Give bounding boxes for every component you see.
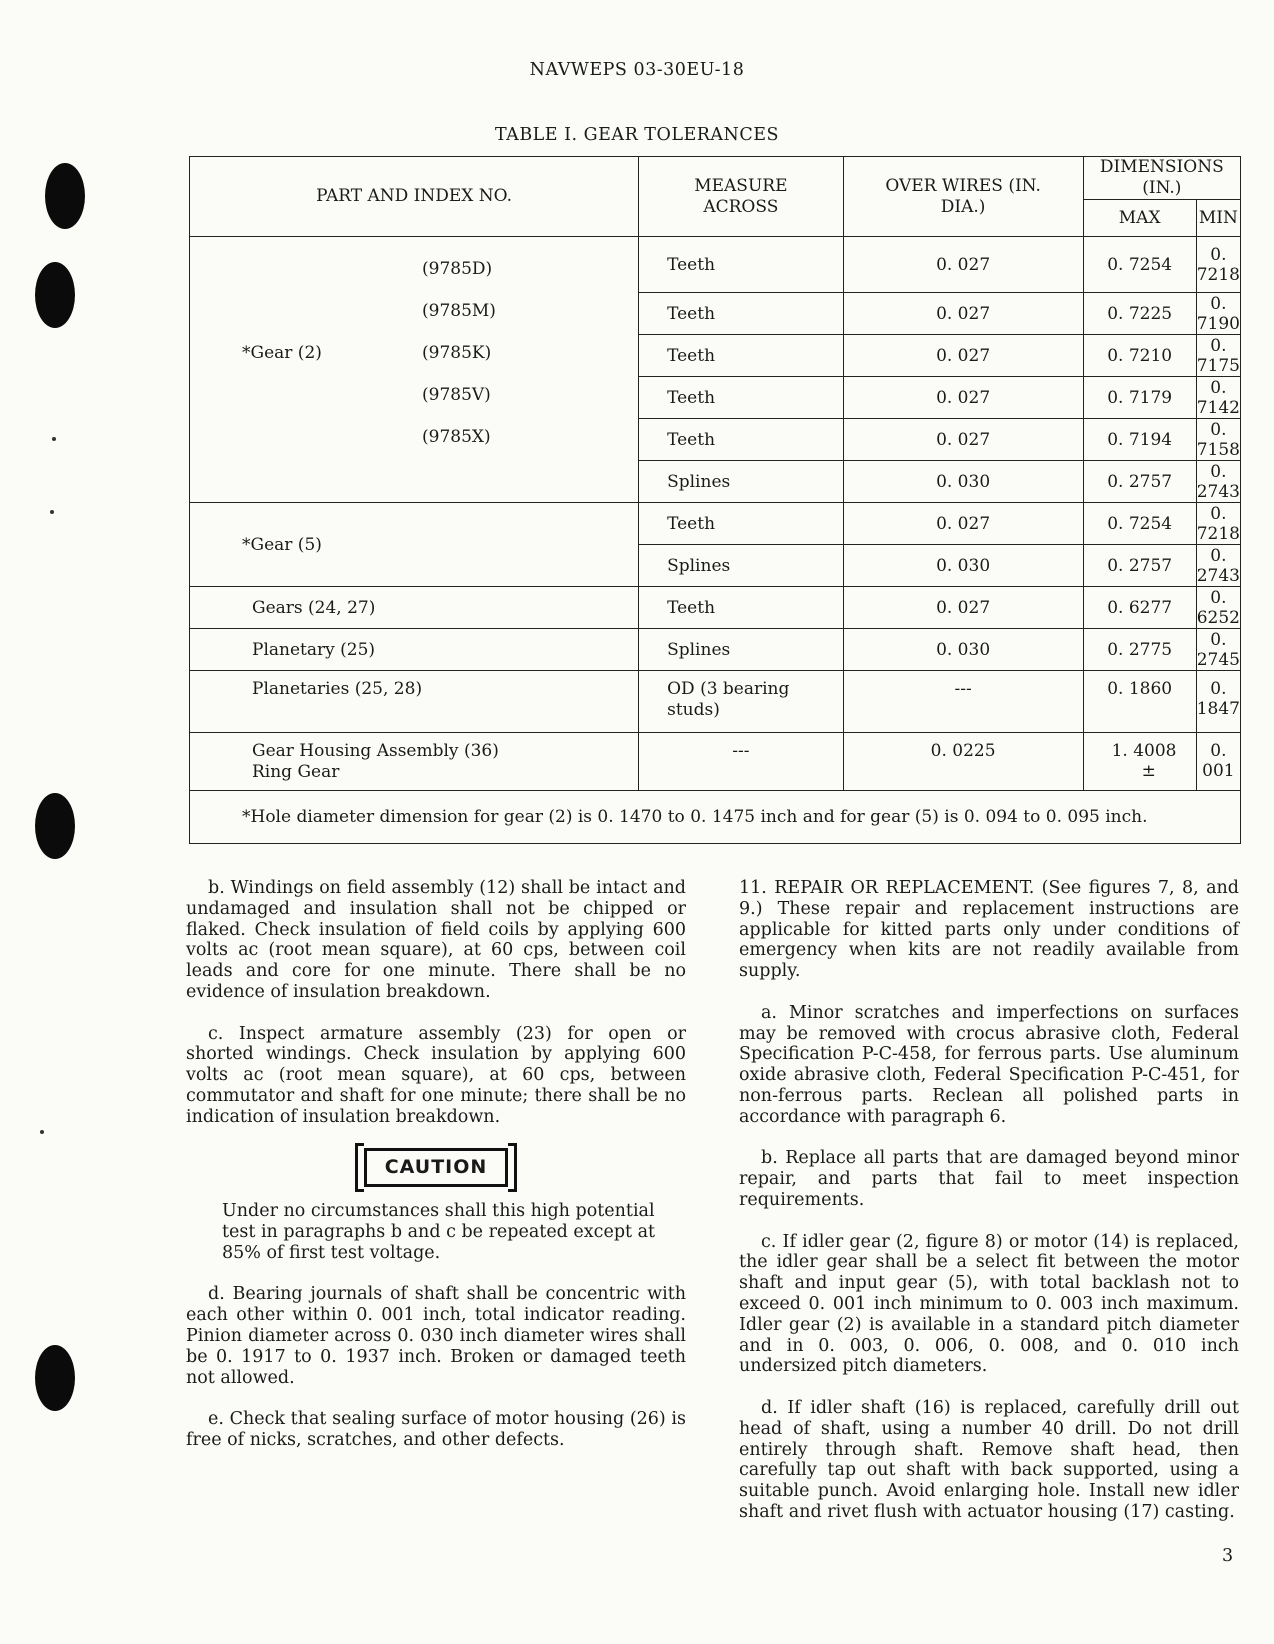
measure-cell: --- bbox=[639, 733, 844, 791]
gear2-index: (9785K) bbox=[422, 343, 492, 363]
min-cell: 0. 7218 bbox=[1196, 503, 1240, 544]
measure-cell: Splines bbox=[639, 461, 844, 503]
gear2-index: (9785D) bbox=[422, 259, 493, 279]
paragraph-c: c. If idler gear (2, figure 8) or motor (14) is replaced, the idler gear shall be a select fit between the motor shaft and input gear (5), with total backlash not to exceed 0. 001 inch minimum to 0. 003 inch maximum. Idler gear (2) is available in a standard pitch diameter and in 0. 003, 0. 006, 0. 008, and 0. 010 inch undersized pitch diameters. bbox=[739, 1231, 1239, 1377]
part-cell: Planetary (25) bbox=[190, 629, 639, 671]
measure-cell: Teeth bbox=[639, 293, 844, 335]
measure-cell: Teeth bbox=[639, 503, 844, 545]
max-cell: 0. 7179 bbox=[1083, 377, 1196, 419]
binder-hole bbox=[35, 262, 75, 328]
min-cell: 0. 2745 bbox=[1196, 629, 1240, 670]
over-wires-cell: 0. 027 bbox=[843, 237, 1083, 293]
binder-hole bbox=[35, 793, 75, 859]
gear2-index: (9785X) bbox=[422, 427, 491, 447]
speck bbox=[52, 437, 56, 441]
measure-cell: Teeth bbox=[639, 237, 844, 293]
over-wires-cell: 0. 027 bbox=[843, 377, 1083, 419]
min-cell: 0. 7190 bbox=[1196, 293, 1240, 334]
gear5-part-cell: *Gear (5) bbox=[190, 503, 639, 587]
over-wires-cell: --- bbox=[843, 671, 1083, 733]
max-cell: 0. 7254 bbox=[1083, 503, 1196, 545]
over-wires-cell: 0. 030 bbox=[843, 461, 1083, 503]
table-footnote: *Hole diameter dimension for gear (2) is 0. 1470 to 0. 1475 inch and for gear (5) is 0. 094 to 0. 095 inch. bbox=[190, 791, 1241, 844]
paragraph-a: a. Minor scratches and imperfections on surfaces may be removed with crocus abrasive cloth, Federal Specification P-C-458, for ferrous parts. Use aluminum oxide abrasive cloth, Federal Specification P-C-451, for non-ferrous parts. Reclean all polished parts in accordance with paragraph 6. bbox=[739, 1002, 1239, 1127]
over-wires-cell: 0. 030 bbox=[843, 629, 1083, 671]
max-cell: 0. 6277 bbox=[1083, 587, 1196, 629]
page-number: 3 bbox=[1222, 1546, 1234, 1566]
paragraph-b: b. Windings on field assembly (12) shall be intact and undamaged and insulation shall not be chipped or flaked. Check insulation of field coils by applying 600 volts ac (root mean square), at 60 cps, between coil leads and core for one minute. There shall be no evidence of insulation breakdown. bbox=[186, 878, 686, 1002]
over-wires-cell: 0. 027 bbox=[843, 503, 1083, 545]
min-cell: 0. 7218 bbox=[1196, 237, 1240, 293]
caution-box bbox=[186, 1148, 686, 1187]
header-min: MIN bbox=[1196, 200, 1240, 237]
over-wires-cell: 0. 027 bbox=[843, 587, 1083, 629]
min-cell: 0. 6252 bbox=[1196, 587, 1240, 628]
max-cell: 0. 2775 bbox=[1083, 629, 1196, 671]
measure-cell: Teeth bbox=[639, 377, 844, 419]
speck bbox=[40, 1130, 44, 1134]
max-cell bbox=[1083, 733, 1196, 791]
paragraph-11: 11. REPAIR OR REPLACEMENT. (See figures 7, 8, and 9.) These repair and replacement instructions are applicable for kitted parts only under conditions of emergency when kits are not readily available from supply. bbox=[739, 878, 1239, 982]
paragraph-d: d. Bearing journals of shaft shall be concentric with each other within 0. 001 inch, total indicator reading. Pinion diameter across 0. 030 inch diameter wires shall be 0. 1917 to 0. 1937 inch. Broken or damaged teeth not allowed. bbox=[186, 1284, 686, 1388]
max-cell: 0. 2757 bbox=[1083, 545, 1196, 587]
gear2-index: (9785V) bbox=[422, 385, 491, 405]
header-measure: MEASURE ACROSS bbox=[639, 157, 844, 237]
over-wires-cell: 0. 030 bbox=[843, 545, 1083, 587]
max-cell: 0. 1860 bbox=[1083, 671, 1196, 733]
measure-cell: OD (3 bearing studs) bbox=[639, 671, 844, 733]
min-cell: 0. 001 bbox=[1196, 733, 1240, 791]
caution-text: Under no circumstances shall this high potential test in paragraphs b and c be repeated except at 85% of first test voltage. bbox=[222, 1201, 656, 1263]
part-line: Gear Housing Assembly (36) bbox=[252, 741, 499, 761]
header-dimensions: DIMENSIONS (IN.) bbox=[1083, 157, 1240, 200]
header-over-wires: OVER WIRES (IN. DIA.) bbox=[843, 157, 1083, 237]
over-wires-cell: 0. 027 bbox=[843, 293, 1083, 335]
binder-hole bbox=[45, 163, 85, 229]
part-cell: Planetaries (25, 28) bbox=[190, 671, 639, 733]
max-cell: 0. 7254 bbox=[1083, 237, 1196, 293]
header-max: MAX bbox=[1083, 200, 1196, 237]
measure-cell: Teeth bbox=[639, 419, 844, 461]
min-cell: 0. 1847 bbox=[1196, 671, 1240, 733]
max-cell: 0. 2757 bbox=[1083, 461, 1196, 503]
measure-cell: Teeth bbox=[639, 335, 844, 377]
min-cell: 0. 2743 bbox=[1196, 545, 1240, 586]
max-value: 1. 4008 bbox=[1111, 741, 1177, 761]
caution-label: CAUTION bbox=[364, 1148, 509, 1187]
paragraph-b: b. Replace all parts that are damaged beyond minor repair, and parts that fail to meet inspection requirements. bbox=[739, 1148, 1239, 1210]
part-line: Ring Gear bbox=[252, 762, 340, 782]
min-cell: 0. 7175 bbox=[1196, 335, 1240, 376]
max-cell: 0. 7210 bbox=[1083, 335, 1196, 377]
paragraph-c: c. Inspect armature assembly (23) for open or shorted windings. Check insulation by applying 600 volts ac (root mean square), at 60 cps, between commutator and shaft for one minute; there shall be no indication of insulation breakdown. bbox=[186, 1023, 686, 1127]
header-part: PART AND INDEX NO. bbox=[190, 157, 639, 237]
paragraph-e: e. Check that sealing surface of motor housing (26) is free of nicks, scratches, and other defects. bbox=[186, 1409, 686, 1450]
measure-cell: Splines bbox=[639, 629, 844, 671]
document-header: NAVWEPS 03-30EU-18 bbox=[529, 60, 745, 80]
over-wires-cell: 0. 027 bbox=[843, 335, 1083, 377]
left-column bbox=[186, 878, 686, 1472]
gear-tolerances-table bbox=[189, 156, 1241, 844]
max-cell: 0. 7194 bbox=[1083, 419, 1196, 461]
min-cell: 0. 2743 bbox=[1196, 461, 1240, 502]
part-cell: Gears (24, 27) bbox=[190, 587, 639, 629]
gear2-index: (9785M) bbox=[422, 301, 496, 321]
over-wires-cell: 0. 0225 bbox=[843, 733, 1083, 791]
max-cell: 0. 7225 bbox=[1083, 293, 1196, 335]
binder-hole bbox=[35, 1345, 75, 1411]
gear2-part-cell bbox=[190, 237, 639, 503]
measure-cell: Splines bbox=[639, 545, 844, 587]
gear2-label: *Gear (2) bbox=[242, 343, 322, 363]
min-cell: 0. 7158 bbox=[1196, 419, 1240, 460]
over-wires-cell: 0. 027 bbox=[843, 419, 1083, 461]
paragraph-d: d. If idler shaft (16) is replaced, carefully drill out head of shaft, using a number 40 drill. Do not drill entirely through shaft. Remove shaft head, then carefully tap out shaft with back supported, using a suitable punch. Avoid enlarging hole. Install new idler shaft and rivet flush with actuator housing (17) casting. bbox=[739, 1397, 1239, 1522]
min-cell: 0. 7142 bbox=[1196, 377, 1240, 418]
measure-cell: Teeth bbox=[639, 587, 844, 629]
speck bbox=[50, 510, 54, 514]
plus-minus: ± bbox=[1141, 761, 1156, 781]
table-title: TABLE I. GEAR TOLERANCES bbox=[494, 125, 780, 145]
part-cell bbox=[190, 733, 639, 791]
right-column bbox=[739, 878, 1239, 1544]
